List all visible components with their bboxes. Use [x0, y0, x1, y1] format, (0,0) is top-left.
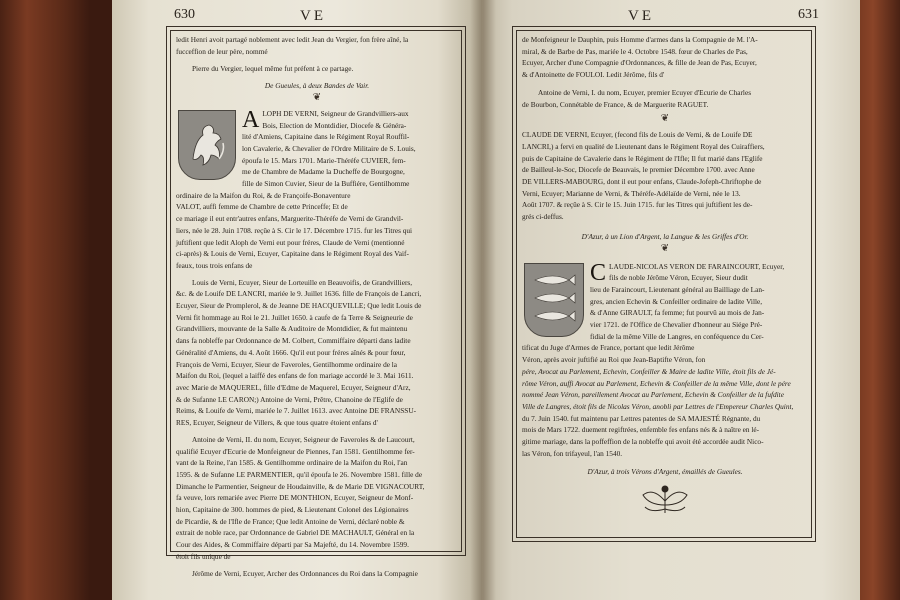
veron-line-12: nommé Jean Véron, pareillement Avocat au Parlement, Echevin & Confeiller de la fufdite	[522, 390, 784, 400]
aloph-line-14: feaux, tous trois enfans de	[176, 260, 253, 270]
louis-line-1: Louis de Verni, Ecuyer, Sieur de Lorteuille en Beauvoifis, de Grandvilliers,	[192, 277, 413, 287]
veron-line-11: rôme Véron, auffi Avocat au Parlement, Echevin & Confeiller de la même Ville, dont le pére	[522, 378, 791, 388]
claude-line-6: Verni, Ecuyer; Marianne de Verni, & Théréfe-Adélaïde de Verni, née le 13.	[522, 188, 741, 198]
veron-line-2: fils de noble Jérôme Véron, Ecuyer, Sieur dudit	[609, 273, 748, 283]
veron-line-14: du 7. Juin 1540. fut maintenu par Lettres patentes de SA MAJESTÉ Régnante, du	[522, 413, 761, 423]
antoine-line-9: extrait de noble race, par Ordonnance de Gabriel DE MACHAULT, Général en la	[176, 528, 415, 538]
louis-line-11: & de Sufanne LE CARON;) Antoine de Verni, Prêtre, Chanoine de l'Eglife de	[176, 394, 403, 404]
aloph-line-7: fille de Simon Cuvier, Sieur de la Buffiére, Gentilhomme	[242, 179, 410, 189]
antoine-line-6: fa veuve, lors remariée avec Pierre DE MONTHION, Ecuyer, Seigneur de Monf-	[176, 493, 414, 503]
ornament-fleuron: ❦	[660, 113, 670, 125]
aloph-line-1: LOPH DE VERNI, Seigneur de Grandvilliers-aux	[262, 108, 409, 118]
aloph-line-6: me de Chambre de Madame la Ducheffe de Bourgogne,	[242, 167, 405, 177]
ornament-fleuron: ❦	[312, 91, 322, 103]
antoine-entry	[176, 434, 458, 563]
running-head-left: VE	[300, 8, 326, 24]
antoine-line-4: 1595. & de Sufanne LE PARMENTIER, qu'il époufa le 26. Novembre 1581. fille de	[176, 469, 423, 479]
louis-line-6: dans fa nobleffe par Ordonnance de M. Colbert, Commiffaire départi dans ladite	[176, 336, 411, 346]
top-line-4: & d'Antoinette de FOULOI. Ledit Jérôme, fils d'	[522, 70, 665, 80]
aloph-line-4: lon Cavalerie, & Chevalier de l'Ordre Militaire de S. Louis,	[242, 143, 416, 153]
tailpiece-ornament	[522, 483, 808, 521]
antoine-line-5: Dimanche le Parmentier, Seigneur de Houdainville, & de Marie DE VIGNACOURT,	[176, 481, 425, 491]
left-page	[112, 0, 482, 600]
aloph-line-2: Bois, Election de Montdidier, Diocefe & Généra-	[262, 120, 407, 130]
intro-line-1: ledit Henri avoit partagé noblement avec ledit Jean du Vergier, fon frère aîné, la	[176, 35, 409, 44]
louis-line-10: avec Marie de MAQUEREL, fille d'Edme de Maquerel, Ecuyer, Seigneur d'Arz,	[176, 382, 411, 392]
antoine-line-10: Cour des Aides, & Commiffaire départi par Sa Majefté, du 14. Novembre 1599.	[176, 540, 409, 550]
top-line-2: miral, & de Barbe de Pas, mariée le 4. Octobre 1548. fœur de Charles de Pas,	[522, 46, 748, 56]
antoine-line-3: vant de la Reine, l'an 1585. & Gentilhomme ordinaire de la Maifon du Roi, l'an	[176, 458, 408, 468]
intro-line-2: fucceffion de leur père, nommé	[176, 46, 268, 56]
claude-entry	[522, 129, 808, 223]
antoine-line-2: qualifié Ecuyer d'Ecurie de Monfeigneur de Piennes, l'an 1581. Gentilhomme fer-	[176, 446, 415, 456]
veron-line-17: las Véron, fon trifayeul, l'an 1540.	[522, 448, 623, 458]
claude-line-4: de Bailleul-le-Soc, Diocefe de Beauvais, le premier Décembre 1700. avec Anne	[522, 165, 755, 175]
claude-line-1: CLAUDE DE VERNI, Ecuyer, (fecond fils de Louis de Verni, & de Louife DE	[522, 130, 753, 140]
dropcap-a: A	[242, 106, 260, 133]
aloph-line-8: ordinaire de la Maifon du Roi, & de Françoife-Bonaventure	[176, 190, 351, 200]
veron-line-9: Véron, après avoir juftifié au Roi que Jean-Baptifte Véron, fon	[522, 355, 706, 365]
right-page	[482, 0, 860, 600]
aloph-line-12: juftifient que ledit Aloph de Verni eut pour fréres, Claude de Verni (mentionné	[176, 237, 405, 247]
louis-line-5: Grandvilliers, mouvante de la Salle & Auditoire de Montdidier, & fut maintenu	[176, 324, 408, 334]
coat-of-arms-lion-shield	[178, 110, 236, 180]
veron-line-3: lieu de Faraincourt, Lieutenant général au Bailliage de Lan-	[590, 284, 765, 294]
blazon-azur-lion: D'Azur, à un Lion d'Argent, la Langue & les Griffes d'Or.	[581, 231, 749, 241]
page-number-right: 631	[798, 7, 819, 22]
jerome-line: Jérôme de Verni, Ecuyer, Archer des Ordonnances du Roi dans la Compagnie	[192, 568, 418, 578]
claude-line-2: LANCRI,) a fervi en qualité de Lieutenant dans le Régiment Royal des Cuiraffiers,	[522, 141, 765, 151]
veron-line-5: & d'Anne GIRAULT, fa femme; fut pourvû au mois de Jan-	[590, 308, 765, 318]
floral-tailpiece-icon	[635, 483, 695, 517]
pierre-line: Pierre du Vergier, lequel même fut préfent à ce partage.	[192, 64, 354, 74]
right-page-text	[522, 34, 808, 521]
louis-line-8: François de Verni, Ecuyer, Sieur de Faveroles, Gentilhomme ordinaire de la	[176, 359, 398, 369]
antoine-i-line-1: Antoine de Verni, I. du nom, Ecuyer, premier Ecuyer d'Ecurie de Charles	[538, 87, 752, 97]
claude-line-5: DE VILLERS-MABOURG, dont il eut pour enfans, Claude-Jofeph-Chriftophe de	[522, 177, 762, 187]
aloph-line-10: ce mariage il eut entr'autres enfans, Marguerite-Théréfe de Verni de Grandvil-	[176, 214, 404, 224]
blazon-azur-verons: D'Azur, à trois Vérons d'Argent, émaillés de Gueules.	[587, 466, 743, 476]
dropcap-c: C	[590, 259, 607, 286]
louis-line-13: RES, Ecuyer, Seigneur de Villers, & que tous quatre étoient enfans d'	[176, 418, 378, 428]
running-head-right: VE	[628, 8, 654, 24]
aloph-line-5: époufa le 15. Mars 1701. Marie-Théréfe CUVIER, fem-	[242, 155, 406, 165]
veron-line-1: LAUDE-NICOLAS VERON DE FARAINCOURT, Ecuyer,	[609, 261, 785, 271]
antoine-i-line-2: de Bourbon, Connétable de France, & de Marguerite RAGUET.	[522, 99, 709, 109]
louis-line-9: Maifon du Roi, (lequel a laiffé des enfans de fon mariage accordé le 3. Mai 1611.	[176, 371, 414, 381]
aloph-line-3: lité d'Amiens, Capitaine dans le Régiment Royal Rouffil-	[242, 132, 410, 142]
ornament-fleuron: ❦	[660, 242, 670, 254]
louis-line-4: Verni fit hommage au Roi le 21. Juillet 1650. à caufe de fa Terre & Seigneurie de	[176, 312, 413, 322]
left-page-text	[176, 34, 458, 579]
veron-line-16: gitime mariage, dans la poffeffion de la nobleffe qui avoit été accordée audit Nico-	[522, 437, 764, 447]
louis-entry	[176, 277, 458, 429]
veron-line-15: mois de Mars 1722. duement regiftrées, enfemble fes enfans nés & à naître en lé-	[522, 425, 760, 435]
aloph-entry	[176, 108, 458, 272]
aloph-line-13: ci-après) & Louis de Verni, Ecuyer, Capitaine dans le Régiment Royal des Vaif-	[176, 249, 409, 259]
antoine-line-11: étoit fils unique de	[176, 551, 231, 561]
antoine-line-7: hion, Capitaine de 300. hommes de pied, & Lieutenant Colonel des Légionaires	[176, 505, 409, 515]
louis-line-7: Généralité d'Amiens, du 4. Août 1666. Qu'il eut pour fréres aînés & pour fœur,	[176, 347, 406, 357]
top-line-3: Ecuyer, Archer d'une Compagnie d'Ordonnances, & fille de Jean de Pas, Ecuyer,	[522, 58, 757, 68]
antoine-line-8: de Picardie, & de l'Ifle de France; Que ledit Antoine de Verni, déclaré noble &	[176, 516, 405, 526]
top-line-1: de Monfeigneur le Dauphin, puis Homme d'armes dans la Compagnie de M. l'A-	[522, 35, 758, 44]
veron-line-13: Ville de Langres, étoit fils de Nicolas Véron, anobli par Lettres de l'Empereur Charles Quint,	[522, 401, 794, 411]
veron-line-6: vier 1721. de l'Office de Chevalier d'honneur au Siége Pré-	[590, 320, 763, 330]
claude-line-8: grés ci-deffus.	[522, 212, 564, 222]
rampant-lion-icon	[179, 111, 235, 179]
veron-line-10: pére, Avocat au Parlement, Echevin, Confeiller & Maire de ladite Ville, étoit fils de Jé-	[522, 366, 776, 376]
louis-line-3: Ecuyer, Sieur de Promplerol, & de Jeanne DE HACQUEVILLE; Que ledit Louis de	[176, 301, 422, 311]
coat-of-arms-fish-shield	[524, 263, 584, 337]
louis-line-12: Reims, & Louife de Verni, mariée le 7. Juillet 1613. avec Antoine DE FRANSSU-	[176, 406, 417, 416]
page-number-left: 630	[174, 7, 195, 22]
veron-line-7: fidial de la même Ville de Langres, en conféquence du Cer-	[590, 331, 764, 341]
louis-line-2: &c. & de Louife DE LANCRI, mariée le 9. Juillet 1636. fille de François de Lancri,	[176, 289, 422, 299]
aloph-line-11: liers, née le 28. Juin 1708. reçûe à S. Cir le 17. Décembre 1715. fur les Titres qui	[176, 225, 413, 235]
three-fish-icon	[525, 264, 583, 336]
antoine-line-1: Antoine de Verni, II. du nom, Ecuyer, Seigneur de Faveroles & de Laucourt,	[192, 434, 415, 444]
veron-line-8: tificat du Juge d'Armes de France, portant que ledit Jérôme	[522, 343, 695, 353]
veron-entry	[522, 261, 808, 460]
blazon-gueules: De Gueules, à deux Bandes de Vair.	[264, 81, 370, 91]
aloph-line-9: VALOT, auffi femme de Chambre de cette Princeffe; Et de	[176, 202, 348, 212]
claude-line-7: Août 1707. & reçûe à S. Cir le 15. Juin 1715. fur les Titres qui juftifient les de-	[522, 200, 753, 210]
veron-line-4: gres, ancien Echevin & Confeiller ordinaire de ladite Ville,	[590, 296, 763, 306]
claude-line-3: puis de Capitaine de Cavalerie dans le Régiment de l'Ifle; Il fut marié dans l'Eglife	[522, 153, 763, 163]
